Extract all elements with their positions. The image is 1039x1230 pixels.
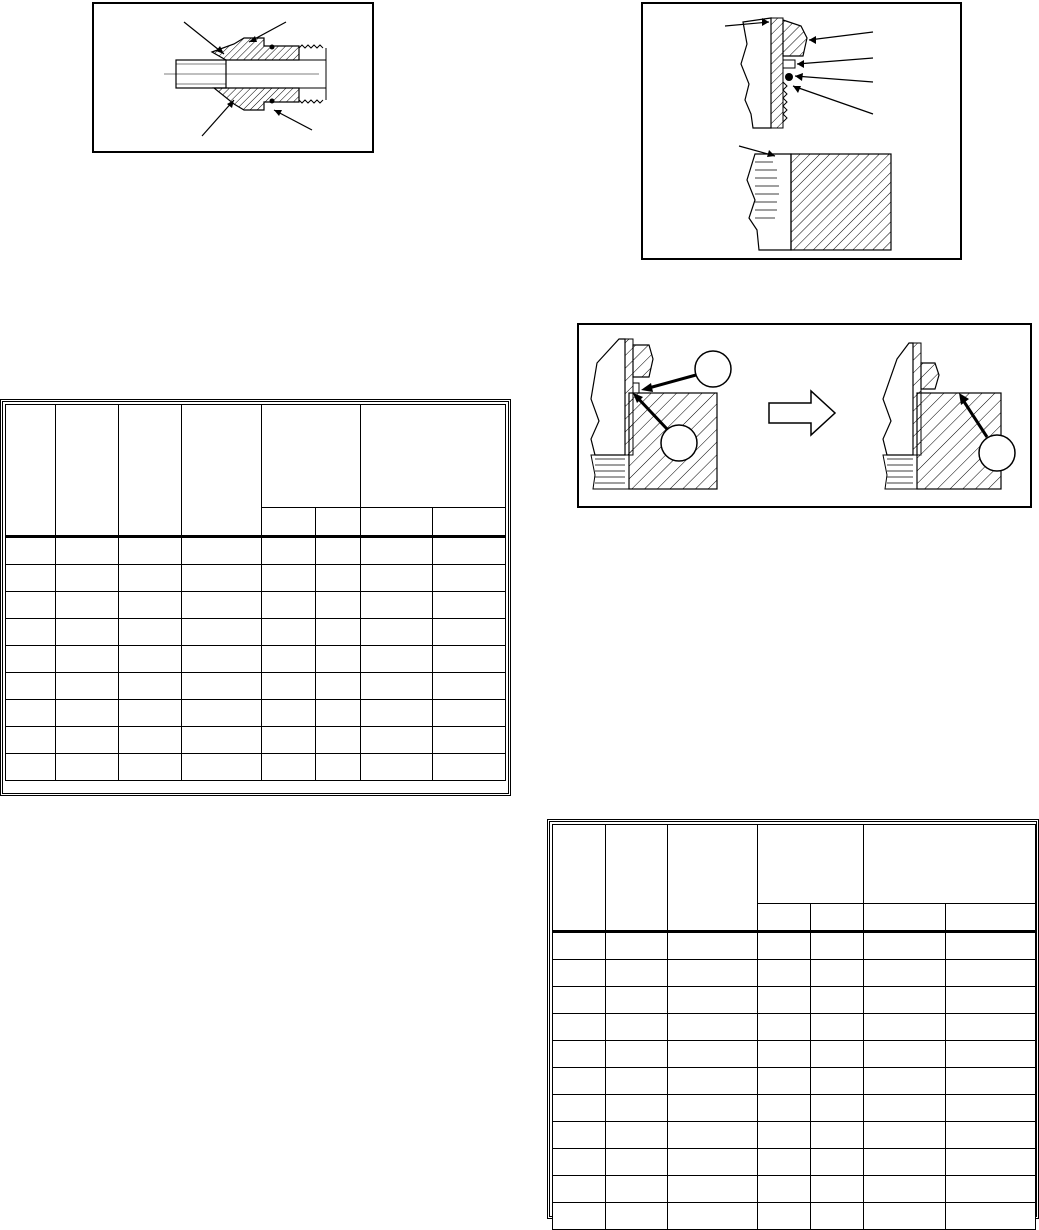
table-cell [811, 1095, 864, 1122]
table-cell [553, 1203, 606, 1230]
table-cell [946, 1095, 1036, 1122]
table-cell [56, 727, 119, 754]
table-cell [811, 1122, 864, 1149]
table-cell [946, 1014, 1036, 1041]
table-cell [56, 537, 119, 565]
table-cell [606, 987, 668, 1014]
table-cell [668, 960, 758, 987]
o-ring-boss-drawing [643, 4, 960, 258]
table-cell [864, 1041, 946, 1068]
header-cell [668, 825, 758, 932]
table-cell [864, 932, 946, 960]
header-cell [6, 405, 56, 537]
table-cell [606, 960, 668, 987]
table-cell [811, 1068, 864, 1095]
table-cell [606, 932, 668, 960]
callout-circle-1 [695, 351, 731, 387]
table-row [553, 1041, 1036, 1068]
table-cell [6, 727, 56, 754]
table-cell [758, 1014, 811, 1041]
table-cell [262, 619, 316, 646]
table-cell [316, 537, 361, 565]
table-cell [758, 1176, 811, 1203]
table-cell [262, 537, 316, 565]
table-cell [119, 700, 182, 727]
table-cell [668, 1149, 758, 1176]
table-cell [811, 1149, 864, 1176]
table-cell [119, 619, 182, 646]
table-cell [119, 673, 182, 700]
sequence-arrow [769, 391, 835, 435]
header-cell [361, 405, 506, 508]
table-row [6, 673, 506, 700]
table-row [6, 592, 506, 619]
table-cell [811, 987, 864, 1014]
callout-arrow-2 [809, 32, 873, 40]
table-cell [553, 932, 606, 960]
table-cell [361, 754, 433, 781]
header-cell [606, 825, 668, 932]
table-cell [182, 565, 262, 592]
table-cell [361, 592, 433, 619]
table-cell [946, 1176, 1036, 1203]
table-cell [758, 987, 811, 1014]
table-cell [758, 1068, 811, 1095]
callout-arrow-3 [797, 58, 873, 64]
table-cell [433, 754, 506, 781]
table-cell [553, 1122, 606, 1149]
table-cell [668, 1122, 758, 1149]
table-cell [316, 619, 361, 646]
table-cell [6, 565, 56, 592]
table-cell [946, 1203, 1036, 1230]
table-cell [864, 1014, 946, 1041]
table-cell [811, 960, 864, 987]
table-cell [119, 754, 182, 781]
table-cell [668, 987, 758, 1014]
table-cell [668, 1068, 758, 1095]
table-cell [758, 1095, 811, 1122]
table-row [553, 1203, 1036, 1230]
table-cell [864, 960, 946, 987]
table-cell [668, 932, 758, 960]
table-cell [433, 537, 506, 565]
table-cell [262, 754, 316, 781]
o-ring [785, 73, 793, 81]
table-cell [119, 537, 182, 565]
o-ring-boss-figure [641, 2, 962, 260]
nut-lower [214, 88, 299, 110]
table-cell [758, 960, 811, 987]
table-cell [946, 1068, 1036, 1095]
table-cell [553, 960, 606, 987]
fitting-left [591, 339, 625, 455]
compression-fitting-figure [92, 2, 374, 153]
table-cell [56, 646, 119, 673]
table-cell [56, 754, 119, 781]
table-cell [758, 932, 811, 960]
subheader-cell [316, 508, 361, 537]
table-cell [361, 537, 433, 565]
table-cell [119, 565, 182, 592]
table-row [553, 1014, 1036, 1041]
table-cell [553, 1014, 606, 1041]
table-row [553, 987, 1036, 1014]
table-cell [262, 673, 316, 700]
table-cell [864, 1122, 946, 1149]
table-cell [182, 592, 262, 619]
table-cell [262, 565, 316, 592]
table-cell [811, 932, 864, 960]
table-cell [56, 700, 119, 727]
header-cell [864, 825, 1036, 904]
table-row [6, 537, 506, 565]
table-cell [361, 565, 433, 592]
table-row [553, 1149, 1036, 1176]
table-cell [864, 1203, 946, 1230]
table-cell [361, 619, 433, 646]
table-row [553, 1122, 1036, 1149]
subheader-cell [946, 904, 1036, 932]
table-cell [6, 646, 56, 673]
table-cell [553, 1095, 606, 1122]
table-cell [262, 592, 316, 619]
subheader-cell [864, 904, 946, 932]
table-cell [864, 1068, 946, 1095]
table-cell [811, 1203, 864, 1230]
header-cell [119, 405, 182, 537]
right-spec-table [552, 824, 1036, 1230]
table-header-row [6, 405, 506, 508]
table-cell [758, 1041, 811, 1068]
table-cell [182, 537, 262, 565]
lock-nut [783, 20, 807, 56]
table-cell [6, 537, 56, 565]
table-cell [946, 987, 1036, 1014]
table-cell [946, 960, 1036, 987]
table-cell [668, 1095, 758, 1122]
callout-circle-2 [661, 425, 697, 461]
subheader-cell [433, 508, 506, 537]
left-spec-table [5, 404, 506, 781]
table-cell [316, 727, 361, 754]
port-block [791, 154, 891, 250]
table-cell [182, 673, 262, 700]
lock-nut-left [633, 345, 653, 377]
table-cell [606, 1149, 668, 1176]
header-cell [758, 825, 864, 904]
table-row [6, 727, 506, 754]
table-cell [606, 1176, 668, 1203]
table-cell [668, 1041, 758, 1068]
table-row [6, 700, 506, 727]
table-cell [56, 619, 119, 646]
header-cell [262, 405, 361, 508]
table-cell [553, 1041, 606, 1068]
table-cell [606, 1203, 668, 1230]
header-cell [56, 405, 119, 537]
table-cell [316, 646, 361, 673]
table-cell [182, 700, 262, 727]
table-cell [433, 565, 506, 592]
table-cell [553, 1149, 606, 1176]
subheader-cell [262, 508, 316, 537]
table-row [553, 1095, 1036, 1122]
callout-circle-3 [979, 435, 1015, 471]
table-cell [946, 1122, 1036, 1149]
washer [783, 60, 795, 68]
installation-sequence-drawing [579, 325, 1030, 506]
table-cell [316, 565, 361, 592]
table-cell [182, 646, 262, 673]
callout-arrow-1 [645, 375, 696, 389]
table-cell [6, 700, 56, 727]
header-cell [553, 825, 606, 932]
table-cell [262, 700, 316, 727]
table-row [6, 754, 506, 781]
table-cell [433, 619, 506, 646]
table-row [553, 1176, 1036, 1203]
table-cell [946, 932, 1036, 960]
table-cell [668, 1176, 758, 1203]
table-cell [811, 1176, 864, 1203]
compression-fitting-drawing [94, 4, 372, 151]
table-cell [433, 592, 506, 619]
table-cell [811, 1014, 864, 1041]
table-cell [946, 1149, 1036, 1176]
table-cell [6, 592, 56, 619]
table-cell [361, 727, 433, 754]
fitting-right [883, 343, 913, 455]
table-cell [946, 1041, 1036, 1068]
table-cell [668, 1203, 758, 1230]
table-row [553, 1068, 1036, 1095]
table-cell [811, 1041, 864, 1068]
table-cell [6, 754, 56, 781]
table-cell [6, 619, 56, 646]
table-cell [119, 592, 182, 619]
table-cell [668, 1014, 758, 1041]
table-row [6, 565, 506, 592]
table-cell [182, 754, 262, 781]
table-cell [316, 673, 361, 700]
o-ring-upper [270, 45, 275, 50]
table-cell [182, 619, 262, 646]
table-cell [262, 646, 316, 673]
table-cell [56, 592, 119, 619]
table-row [6, 619, 506, 646]
table-cell [56, 673, 119, 700]
callout-arrow-4 [795, 76, 873, 82]
table-cell [606, 1122, 668, 1149]
table-cell [361, 673, 433, 700]
table-cell [606, 1068, 668, 1095]
table-cell [316, 754, 361, 781]
table-cell [316, 592, 361, 619]
table-cell [553, 987, 606, 1014]
subheader-cell [361, 508, 433, 537]
table-cell [433, 646, 506, 673]
table-cell [758, 1122, 811, 1149]
table-cell [864, 1149, 946, 1176]
table-cell [864, 1095, 946, 1122]
table-cell [119, 646, 182, 673]
header-cell [182, 405, 262, 537]
table-row [553, 932, 1036, 960]
table-cell [864, 987, 946, 1014]
installation-sequence-figure [577, 323, 1032, 508]
table-cell [182, 727, 262, 754]
table-cell [606, 1041, 668, 1068]
fitting-body [741, 18, 771, 128]
table-cell [553, 1176, 606, 1203]
table-row [6, 646, 506, 673]
table-cell [606, 1095, 668, 1122]
table-cell [606, 1014, 668, 1041]
table-cell [864, 1176, 946, 1203]
o-ring-lower [270, 99, 275, 104]
table-cell [433, 673, 506, 700]
lock-nut-right [921, 363, 939, 389]
table-cell [553, 1068, 606, 1095]
callout-arrow-5 [793, 86, 873, 114]
table-header-row [553, 825, 1036, 904]
table-cell [433, 727, 506, 754]
table-cell [6, 673, 56, 700]
table-cell [433, 700, 506, 727]
table-row [553, 960, 1036, 987]
table-cell [56, 565, 119, 592]
table-cell [758, 1203, 811, 1230]
table-cell [262, 727, 316, 754]
table-cell [758, 1149, 811, 1176]
table-cell [316, 700, 361, 727]
subheader-cell [758, 904, 811, 932]
table-cell [119, 727, 182, 754]
subheader-cell [811, 904, 864, 932]
table-cell [361, 646, 433, 673]
table-cell [361, 700, 433, 727]
